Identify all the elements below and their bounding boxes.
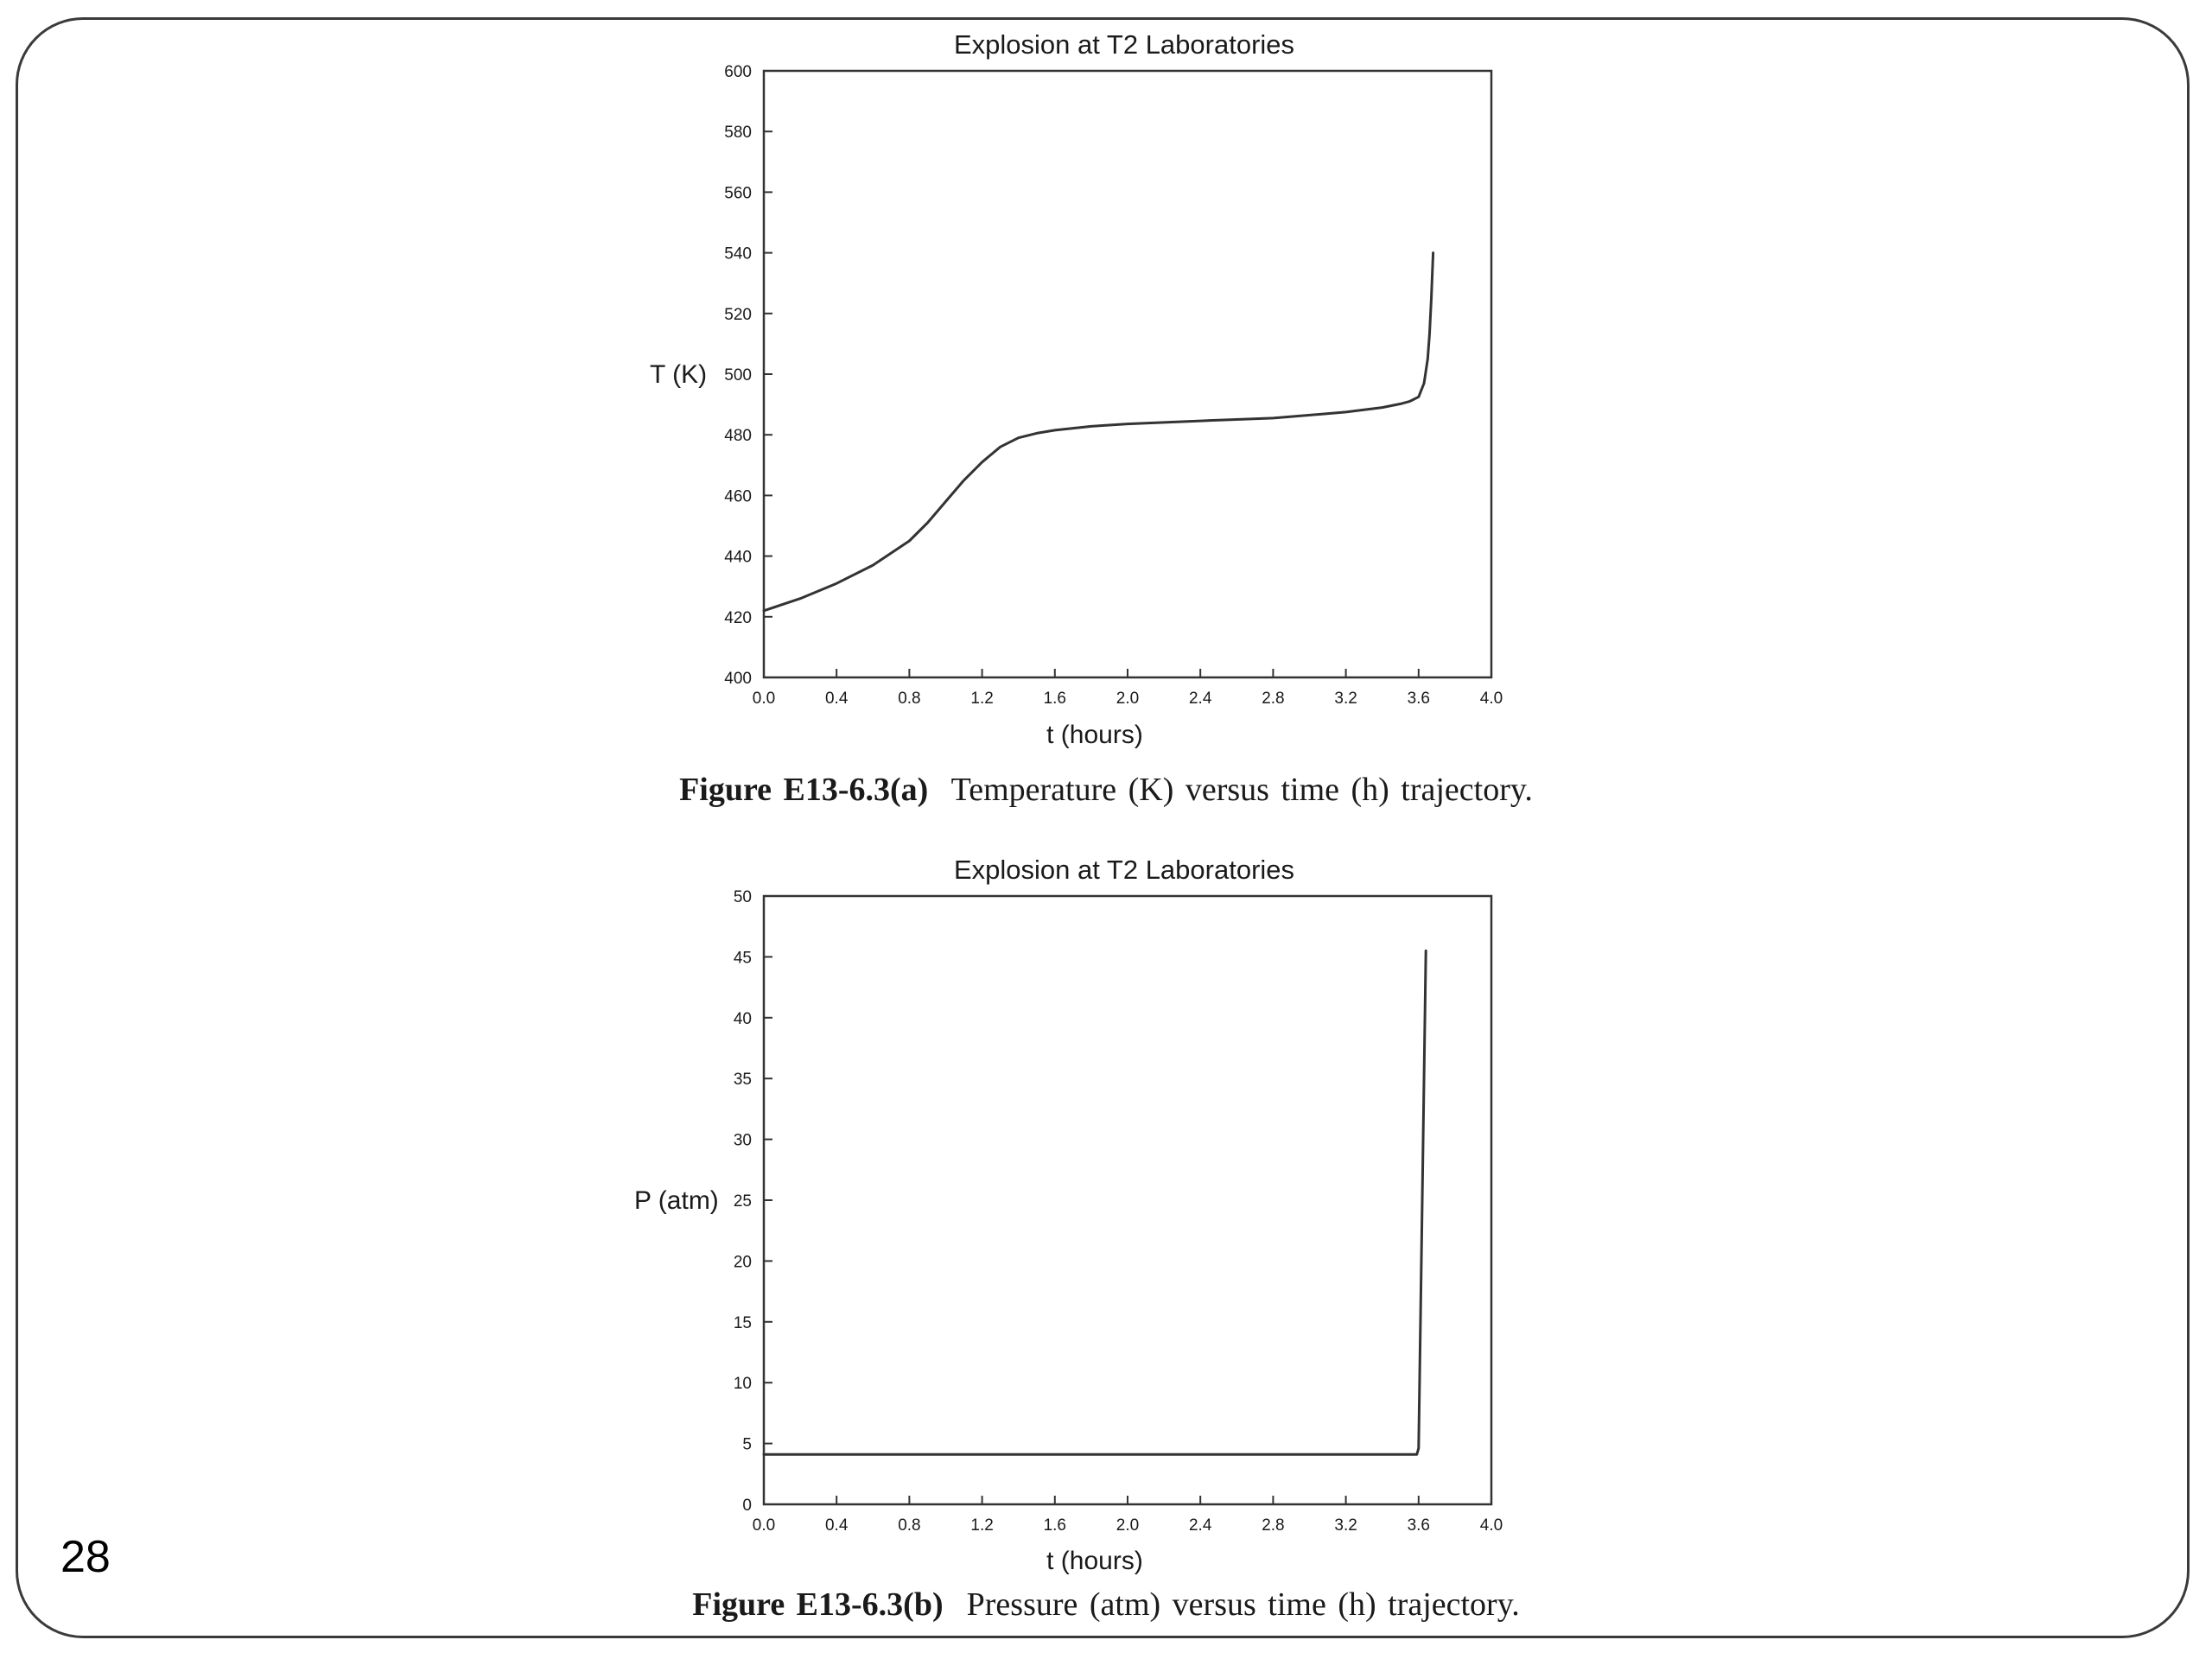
figure-caption-a-label: Figure E13-6.3(a) [679,772,929,808]
chart-pressure-title: Explosion at T2 Laboratories [953,855,1295,885]
chart-temperature-xtick-label: 2.0 [1116,690,1140,708]
chart-temperature-ytick-label: 560 [724,184,752,203]
chart-pressure-xtick-label: 0.0 [752,1516,776,1535]
chart-temperature-ytick-label: 600 [724,63,752,81]
chart-pressure-xtick-label: 1.6 [1043,1516,1067,1535]
chart-temperature-plot-frame [764,71,1491,677]
chart-temperature-xtick-label: 2.8 [1262,690,1285,708]
chart-pressure-ytick-label: 50 [733,888,752,906]
chart-pressure-ytick-label: 20 [733,1253,752,1272]
chart-temperature-ytick-label: 520 [724,305,752,324]
figure-caption-a [0,771,2212,809]
chart-temperature-xlabel: t (hours) [1046,721,1143,749]
chart-pressure-xtick-label: 3.2 [1334,1516,1357,1535]
chart-temperature-title: Explosion at T2 Laboratories [953,29,1295,60]
chart-temperature-xtick-label: 2.4 [1188,690,1212,708]
chart-pressure-xtick-label: 1.2 [970,1516,994,1535]
chart-temperature-ytick-label: 460 [724,487,752,506]
chart-temperature-xtick-label: 3.2 [1334,690,1357,708]
chart-pressure-xlabel: t (hours) [1046,1547,1143,1575]
chart-pressure-xtick-label: 2.4 [1188,1516,1212,1535]
page-number: 28 [60,1532,111,1582]
chart-pressure-xtick-label: 0.8 [898,1516,921,1535]
figure-caption-b-label: Figure E13-6.3(b) [692,1586,944,1623]
figure-caption-b [0,1586,2212,1624]
chart-pressure-xtick-label: 4.0 [1479,1516,1503,1535]
chart-temperature-xtick-label: 4.0 [1479,690,1503,708]
chart-temperature-xtick-label: 1.2 [970,690,994,708]
chart-pressure-xtick-label: 2.8 [1262,1516,1285,1535]
figure-caption-a-text: Temperature (K) versus time (h) trajectory. [950,772,1533,808]
chart-pressure-ylabel: P (atm) [634,1186,719,1215]
chart-pressure-plot-frame [764,896,1491,1504]
chart-temperature-xtick-label: 0.4 [824,690,849,708]
chart-temperature-ytick-label: 480 [724,427,752,446]
chart-temperature-ylabel: T (K) [650,360,708,389]
chart-temperature-ytick-label: 420 [724,608,752,627]
chart-pressure-ytick-label: 30 [733,1131,752,1150]
chart-temperature-ytick-label: 540 [724,245,752,264]
chart-pressure-ytick-label: 25 [733,1192,752,1211]
chart-pressure-ytick-label: 5 [742,1435,752,1454]
chart-temperature-ytick-label: 580 [724,124,752,143]
chart-temperature-xtick-label: 0.8 [898,690,921,708]
chart-pressure-xtick-label: 3.6 [1407,1516,1431,1535]
chart-temperature-xtick-label: 0.0 [752,690,776,708]
chart-pressure-xtick-label: 0.4 [824,1516,849,1535]
chart-temperature-xtick-label: 3.6 [1407,690,1431,708]
chart-pressure-ytick-label: 35 [733,1071,752,1090]
figure-caption-b-text: Pressure (atm) versus time (h) trajectory. [966,1586,1520,1623]
chart-pressure-ytick-label: 15 [733,1313,752,1332]
chart-temperature-ytick-label: 440 [724,548,752,567]
chart-pressure-series-line [764,950,1426,1454]
chart-pressure-xtick-label: 2.0 [1116,1516,1140,1535]
chart-pressure-ytick-label: 0 [742,1497,752,1515]
chart-pressure-ytick-label: 40 [733,1009,752,1028]
chart-temperature-xtick-label: 1.6 [1043,690,1067,708]
chart-pressure-ytick-label: 45 [733,949,752,968]
chart-temperature-ytick-label: 500 [724,366,752,385]
chart-temperature-series-line [764,253,1433,611]
chart-temperature-ytick-label: 400 [724,670,752,688]
chart-pressure-ytick-label: 10 [733,1375,752,1394]
